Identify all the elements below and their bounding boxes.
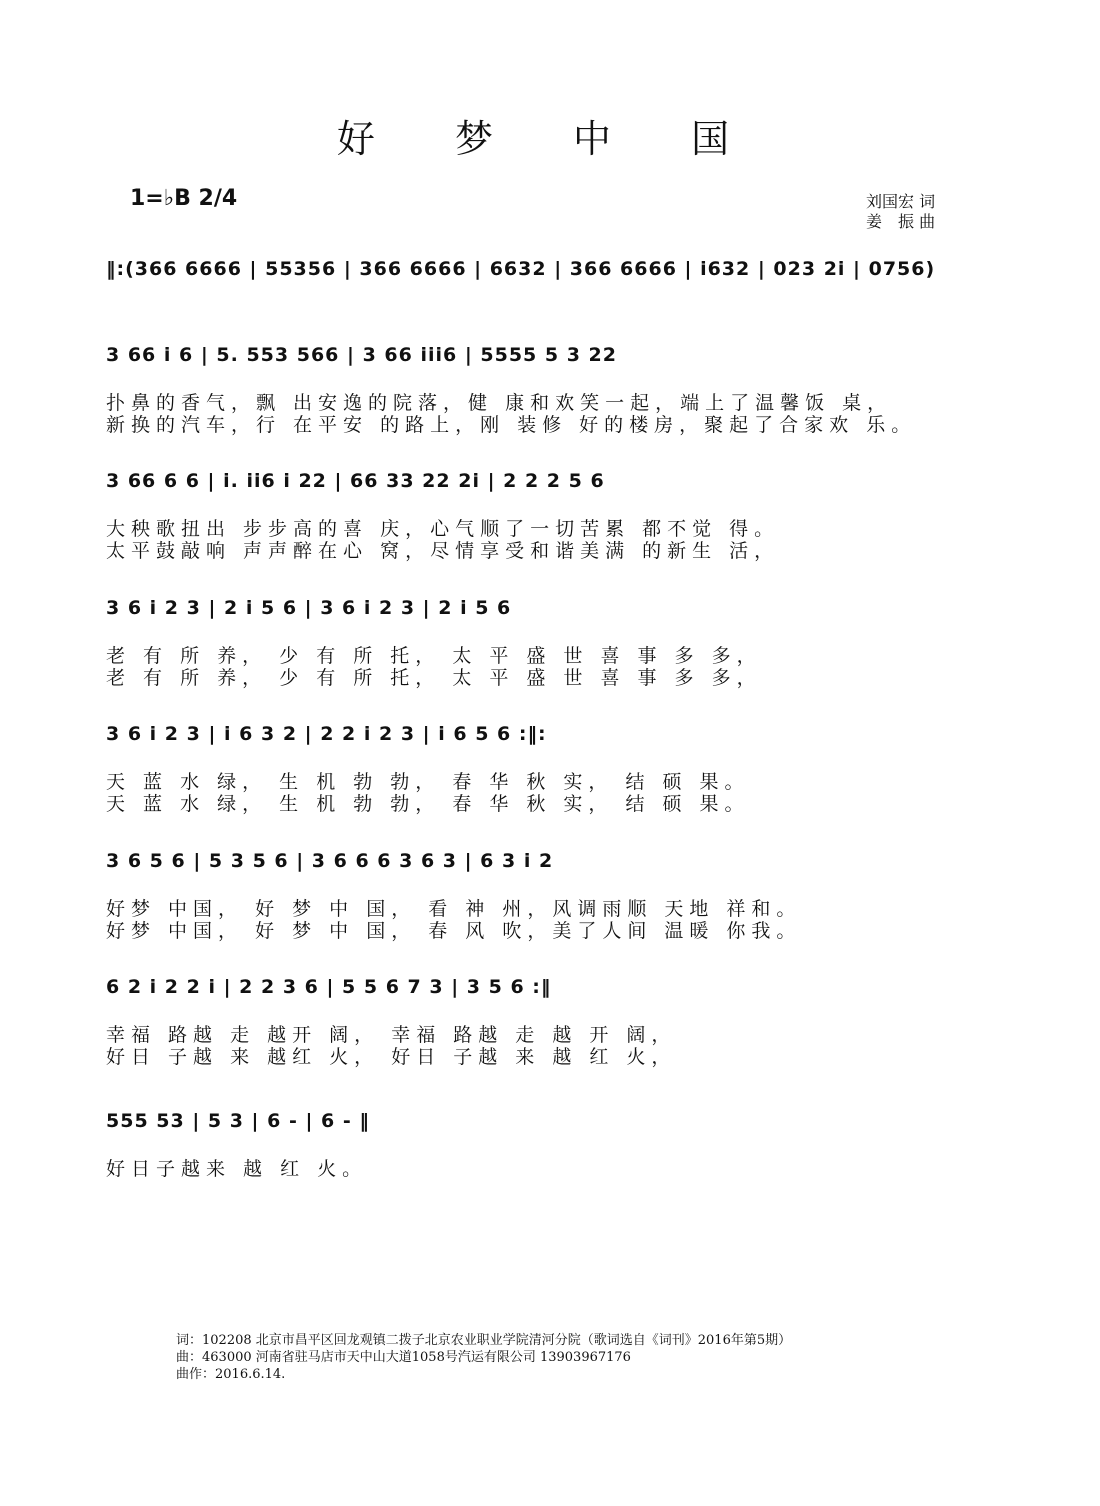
lyric-verse-1: 老 有 所 养， 少 有 所 托， 太 平 盛 世 喜 事 多 多， [106, 645, 762, 667]
notation-line: 3 6 i 2 3 | i 6 3 2 | 2 2 i 2 3 | i 6 5 6 :‖: [106, 723, 547, 745]
notation-line: 3 66 i 6 | 5. 553 566 | 3 66 iii6 | 5555 5 3 22 [106, 344, 617, 366]
notation-line: 3 6 i 2 3 | 2 i 5 6 | 3 6 i 2 3 | 2 i 5 6 [106, 597, 512, 619]
lyric-verse-2: 好日 子越 来 越红 火， 好日 子越 来 越 红 火， [106, 1046, 677, 1068]
lyric-verse-2: 太平鼓敲响 声声醉在心 窝，尽情享受和谐美满 的新生 活， [106, 540, 780, 562]
notation-line: 6 2 i 2 2 i | 2 2 3 6 | 5 5 6 7 3 | 3 5 6 :‖ [106, 976, 552, 998]
credits [866, 192, 935, 232]
lyric-verse-1: 好梦 中国， 好 梦 中 国， 看 神 州，风调雨顺 天地 祥和。 [106, 898, 802, 920]
composer-credit: 姜 振 曲 [866, 212, 936, 231]
lyric-verse-1: 大秧歌扭出 步步高的喜 庆，心气顺了一切苦累 都不觉 得。 [106, 518, 780, 540]
lyric-verse-1: 扑鼻的香气，飘 出安逸的院落，健 康和欢笑一起，端上了温馨饭 桌， [106, 392, 893, 414]
notation-line: 3 6 5 6 | 5 3 5 6 | 3 6 6 6 3 6 3 | 6 3 i 2 [106, 850, 554, 872]
lyric-line: 好日子越来 越 红 火。 [106, 1158, 368, 1180]
footer-composer-address: 曲：463000 河南省驻马店市天中山大道1058号汽运有限公司 13903967176 [176, 1350, 631, 1365]
footer-date: 曲作：2016.6.14. [176, 1367, 286, 1382]
lyric-verse-2: 新换的汽车，行 在平安 的路上，刚 装修 好的楼房，聚起了合家欢 乐。 [106, 414, 917, 436]
notation-line: 555 53 | 5 3 | 6 - | 6 - ‖ [106, 1110, 370, 1132]
lyric-verse-2: 好梦 中国， 好 梦 中 国， 春 风 吹，美了人间 温暖 你我。 [106, 920, 802, 942]
lyric-verse-1: 幸福 路越 走 越开 阔， 幸福 路越 走 越 开 阔， [106, 1024, 677, 1046]
footer-notes [176, 1332, 791, 1383]
song-title: 好 梦 中 国 [336, 117, 764, 161]
notation-line: ‖:(366 6666 | 55356 | 366 6666 | 6632 | 366 6666 | i632 | 023 2i | 0756) [106, 258, 936, 280]
lyric-verse-2: 老 有 所 养， 少 有 所 托， 太 平 盛 世 喜 事 多 多， [106, 667, 762, 689]
notation-line: 3 66 6 6 | i. ii6 i 22 | 66 33 22 2i | 2 2 2 5 6 [106, 470, 605, 492]
lyric-verse-1: 天 蓝 水 绿， 生 机 勃 勃， 春 华 秋 实， 结 硕 果。 [106, 771, 750, 793]
key-signature: 1=♭B 2/4 [130, 186, 238, 211]
footer-lyricist-address: 词：102208 北京市昌平区回龙观镇二拨子北京农业职业学院清河分院（歌词选自《词刊》2016年第5期） [176, 1333, 792, 1348]
lyricist-credit: 刘国宏 词 [866, 192, 936, 211]
lyric-verse-2: 天 蓝 水 绿， 生 机 勃 勃， 春 华 秋 实， 结 硕 果。 [106, 793, 750, 815]
